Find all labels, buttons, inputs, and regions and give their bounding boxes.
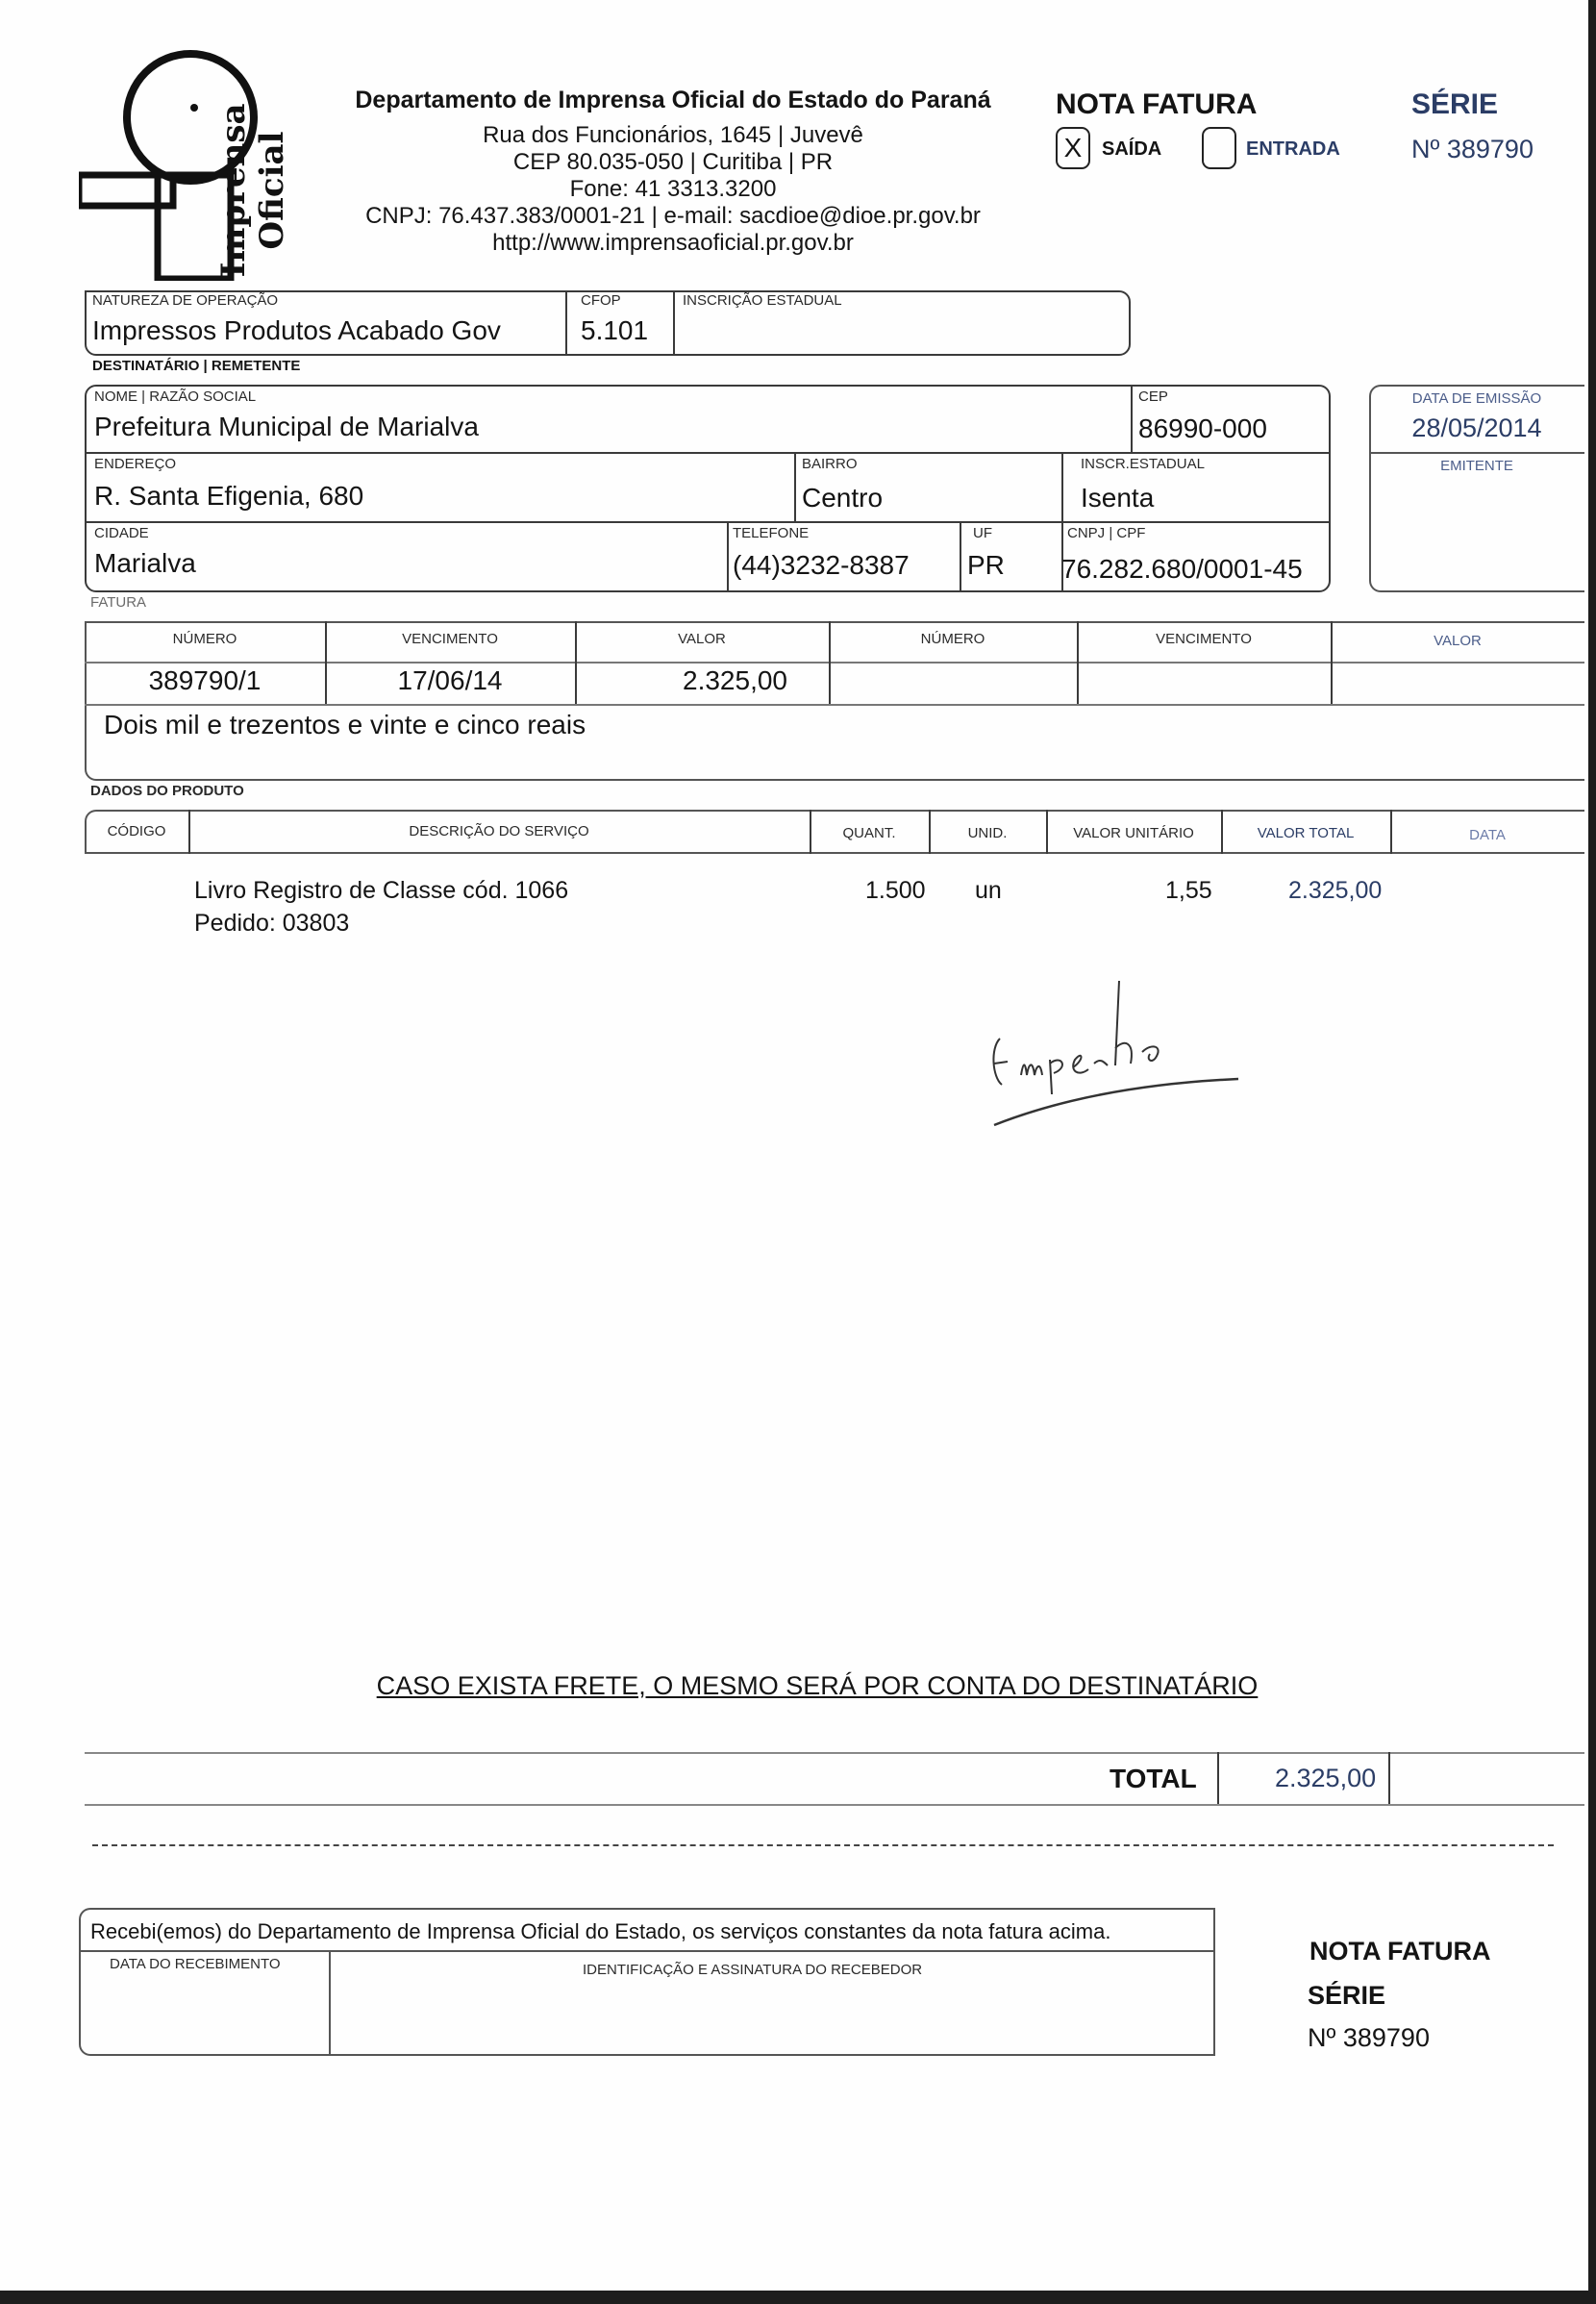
products-col-valor-unitario: VALOR UNITÁRIO [1073, 825, 1194, 841]
item-total: 2.325,00 [1288, 877, 1383, 904]
fatura-section-title: FATURA [90, 594, 147, 611]
org-phone: Fone: 41 3313.3200 [569, 176, 777, 202]
divider [1388, 1752, 1390, 1804]
entrada-label: ENTRADA [1246, 138, 1340, 160]
org-address-line1: Rua dos Funcionários, 1645 | Juvevê [483, 122, 863, 148]
name-value: Prefeitura Municipal de Marialva [94, 412, 479, 441]
item-order: Pedido: 03803 [194, 910, 350, 937]
city-value: Marialva [94, 548, 196, 578]
receipt-number: Nº 389790 [1308, 2023, 1430, 2052]
divider [85, 662, 1584, 664]
item-unit: un [975, 877, 1002, 904]
item-quantity: 1.500 [865, 877, 926, 904]
uf-label: UF [973, 525, 992, 541]
total-value: 2.325,00 [1275, 1764, 1377, 1792]
receipt-signature-label: IDENTIFICAÇÃO E ASSINATURA DO RECEBEDOR [583, 1962, 923, 1978]
inscr-label: INSCR.ESTADUAL [1081, 456, 1205, 472]
fatura-col-valor-2: VALOR [1434, 633, 1482, 649]
saida-label: SAÍDA [1102, 138, 1162, 160]
divider [960, 521, 961, 592]
item-description: Livro Registro de Classe cód. 1066 [194, 877, 569, 904]
org-website: http://www.imprensaoficial.pr.gov.br [492, 230, 854, 256]
divider [79, 1950, 1213, 1952]
emitente-label: EMITENTE [1440, 458, 1513, 474]
fatura-col-numero-2: NÚMERO [920, 631, 985, 647]
freight-notice: CASO EXISTA FRETE, O MESMO SERÁ POR CONTA DO DESTINATÁRIO [376, 1671, 1259, 1700]
address-value: R. Santa Efigenia, 680 [94, 481, 364, 511]
fatura-col-numero: NÚMERO [172, 631, 237, 647]
issue-date-value: 28/05/2014 [1411, 413, 1542, 442]
item-unit-price: 1,55 [1165, 877, 1212, 904]
org-name: Departamento de Imprensa Oficial do Estado do Paraná [355, 87, 991, 113]
divider [85, 452, 1331, 454]
fatura-col-valor: VALOR [678, 631, 726, 647]
divider [1131, 385, 1133, 452]
divider [85, 1752, 1584, 1754]
entrada-checkbox[interactable] [1202, 127, 1236, 169]
products-col-valor-total: VALOR TOTAL [1257, 825, 1355, 841]
fatura-cell-valor: 2.325,00 [683, 665, 787, 695]
logo-text: Imprensa Oficial [214, 103, 291, 278]
divider [329, 1950, 331, 2056]
natureza-value: Impressos Produtos Acabado Gov [92, 315, 501, 345]
divider [1213, 1908, 1215, 2056]
inscricao-label: INSCRIÇÃO ESTADUAL [683, 292, 842, 309]
cfop-label: CFOP [581, 292, 621, 309]
cnpj-value: 76.282.680/0001-45 [1061, 554, 1303, 584]
city-label: CIDADE [94, 525, 149, 541]
cfop-value: 5.101 [581, 315, 649, 345]
cep-value: 86990-000 [1138, 413, 1267, 443]
bairro-value: Centro [802, 483, 884, 513]
serie-label: SÉRIE [1411, 88, 1499, 120]
cut-line [92, 1844, 1554, 1846]
fatura-col-vencimento-2: VENCIMENTO [1156, 631, 1252, 647]
divider [673, 290, 675, 356]
products-col-descricao: DESCRIÇÃO DO SERVIÇO [409, 823, 589, 839]
divider [565, 290, 567, 356]
cnpj-label: CNPJ | CPF [1067, 525, 1146, 541]
uf-value: PR [967, 550, 1005, 580]
fatura-col-vencimento: VENCIMENTO [402, 631, 498, 647]
products-col-unid: UNID. [967, 825, 1008, 841]
logo-vertical-text [214, 56, 291, 278]
products-col-codigo: CÓDIGO [107, 823, 166, 839]
org-cnpj-email: CNPJ: 76.437.383/0001-21 | e-mail: sacdioe@dioe.pr.gov.br [365, 203, 981, 229]
doc-title: NOTA FATURA [1056, 88, 1258, 120]
fatura-cell-vencimento: 17/06/14 [397, 665, 503, 695]
total-label: TOTAL [1110, 1764, 1197, 1793]
divider [85, 1804, 1584, 1806]
recipient-section-title: DESTINATÁRIO | REMETENTE [92, 358, 301, 374]
receipt-date-label: DATA DO RECEBIMENTO [110, 1956, 281, 1972]
phone-label: TELEFONE [733, 525, 810, 541]
receipt-doc-title: NOTA FATURA [1309, 1937, 1491, 1966]
saida-checkbox[interactable]: X [1056, 127, 1090, 169]
natureza-label: NATUREZA DE OPERAÇÃO [92, 292, 279, 309]
bairro-label: BAIRRO [802, 456, 858, 472]
divider [1369, 452, 1584, 454]
products-col-quant: QUANT. [842, 825, 896, 841]
products-section-title: DADOS DO PRODUTO [90, 783, 244, 799]
signature-icon [981, 971, 1269, 1135]
org-address-line2: CEP 80.035-050 | Curitiba | PR [512, 149, 834, 175]
invoice-number: Nº 389790 [1411, 135, 1534, 163]
divider [794, 452, 796, 521]
name-label: NOME | RAZÃO SOCIAL [94, 388, 257, 405]
divider [85, 521, 1331, 523]
inscr-value: Isenta [1081, 483, 1155, 513]
receipt-serie-label: SÉRIE [1308, 1981, 1386, 2010]
issuer-block [337, 87, 1010, 257]
address-label: ENDEREÇO [94, 456, 177, 472]
handwritten-signature [981, 971, 1269, 1135]
fatura-cell-numero: 389790/1 [148, 665, 262, 695]
amount-in-words: Dois mil e trezentos e vinte e cinco reais [104, 710, 586, 739]
divider [1217, 1752, 1219, 1804]
divider [85, 704, 1584, 706]
receipt-statement: Recebi(emos) do Departamento de Imprensa Oficial do Estado, os serviços constantes da nota fatura acima. [90, 1919, 1111, 1943]
issue-date-label: DATA DE EMISSÃO [1411, 390, 1542, 407]
divider [727, 521, 729, 592]
phone-value: (44)3232-8387 [733, 550, 910, 580]
products-col-data: DATA [1469, 827, 1506, 843]
cep-label: CEP [1138, 388, 1168, 405]
